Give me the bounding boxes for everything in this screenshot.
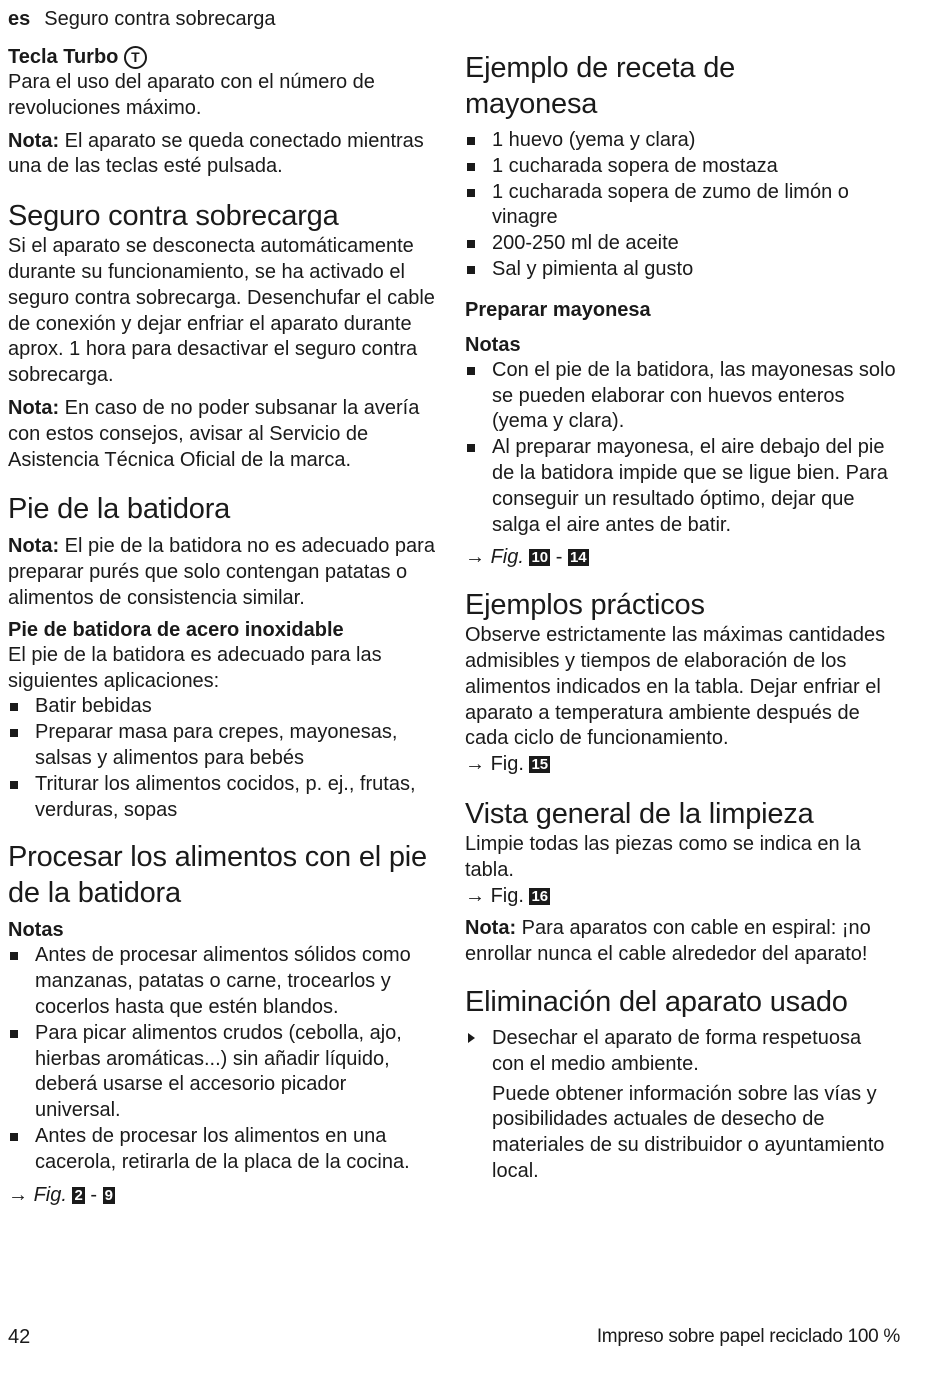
recipe-list	[465, 128, 905, 283]
overload-text: Si el aparato se desconecta automáticamente durante su funcionamiento, se ha activado el seguro contra sobrecarga. Desenchufar el cable de conexión y dejar enfriar el aparato durante aprox. 1 hora para desactivar el seguro contra sobrecarga.	[8, 235, 435, 387]
disposal-info: Puede obtener información sobre las vías y posibilidades actuales de desecho de materiales de su distribuidor o ayuntamiento local.	[492, 1082, 885, 1182]
bullet-icon	[467, 163, 475, 171]
bullet-icon	[10, 952, 18, 960]
left-column	[8, 44, 446, 1208]
list-item: 1 cucharada sopera de zumo de limón o vinagre	[465, 180, 905, 232]
cleaning-text: Limpie todas las piezas como se indica en la tabla.	[465, 832, 861, 881]
list-item: Sal y pimienta al gusto	[465, 257, 905, 283]
arrow-right-icon: →	[465, 753, 485, 776]
list-item: 200-250 ml de aceite	[465, 231, 905, 257]
list-item: Para picar alimentos crudos (cebolla, ajo, hierbas aromáticas...) sin añadir líquido, deberá usarse el accesorio picador universal.	[8, 1021, 433, 1124]
prepare-figure-ref: → Fig. 10 - 14	[465, 546, 587, 569]
prepare-heading: Preparar mayonesa	[465, 298, 651, 321]
bullet-icon	[10, 1030, 18, 1038]
turbo-note: Nota: El aparato se queda conectado mientras una de las teclas esté pulsada.	[8, 129, 424, 178]
process-list	[8, 943, 433, 1175]
bullet-icon	[10, 729, 18, 737]
cleaning-note: Nota: Para aparatos con cable en espiral: ¡no enrollar nunca el cable alrededor del aparato!	[465, 917, 871, 966]
overload-heading: Seguro contra sobrecarga	[8, 200, 339, 233]
figure-badge: 9	[104, 1186, 113, 1204]
header-section-title: Seguro contra sobrecarga	[44, 8, 276, 30]
bullet-icon	[10, 781, 18, 789]
page-header	[8, 8, 276, 31]
foot-note: Nota: El pie de la batidora no es adecuado para preparar purés que solo contengan patatas o alimentos de consistencia similar.	[8, 535, 435, 609]
list-item: 1 cucharada sopera de mostaza	[465, 154, 905, 180]
language-code: es	[8, 8, 31, 30]
figure-badge: 14	[569, 549, 587, 567]
bullet-icon	[467, 137, 475, 145]
triangle-right-icon	[468, 1033, 475, 1043]
turbo-heading: Tecla Turbo T	[8, 44, 446, 70]
disposal-heading: Eliminación del aparato usado	[465, 985, 848, 1018]
list-item: 1 huevo (yema y clara)	[465, 128, 905, 154]
examples-figure-ref: → Fig. 15	[465, 753, 549, 776]
steel-text: El pie de la batidora es adecuado para las siguientes aplicaciones:	[8, 643, 382, 692]
turbo-icon: T	[124, 46, 147, 69]
steel-list	[8, 694, 440, 823]
recipe-heading: Ejemplo de receta de mayonesa	[465, 52, 736, 120]
list-item: Preparar masa para crepes, mayonesas, salsas y alimentos para bebés	[8, 720, 440, 772]
foot-heading: Pie de la batidora	[8, 493, 231, 526]
arrow-right-icon: →	[8, 1183, 28, 1206]
page-number: 42	[8, 1326, 31, 1348]
list-item: Al preparar mayonesa, el aire debajo del pie de la batidora impide que se ligue bien. Para conseguir un resultado óptimo, dejar que salga el aire antes de batir.	[465, 435, 897, 538]
bullet-icon	[467, 266, 475, 274]
list-item: Triturar los alimentos cocidos, p. ej., frutas, verduras, sopas	[8, 772, 435, 824]
figure-badge: 2	[74, 1186, 83, 1204]
list-item: Batir bebidas	[8, 694, 440, 720]
cleaning-figure-ref: → Fig. 16	[465, 884, 549, 907]
cleaning-heading: Vista general de la limpieza	[465, 797, 814, 830]
arrow-right-icon: →	[465, 884, 485, 907]
bullet-icon	[467, 189, 475, 197]
bullet-icon	[10, 1133, 18, 1141]
figure-badge: 15	[531, 756, 549, 774]
list-item: Antes de procesar alimentos sólidos como manzanas, patatas o carne, trocearlos y cocerlos hasta que estén blandos.	[8, 943, 433, 1020]
steel-heading: Pie de batidora de acero inoxidable	[8, 618, 344, 641]
right-column	[465, 50, 905, 1185]
disposal-steps	[465, 1026, 905, 1078]
process-figure-ref: → Fig. 2 - 9	[8, 1183, 113, 1206]
examples-text: Observe estrictamente las máximas cantidades admisibles y tiempos de elaboración de los alimentos indicados en la tabla. Dejar enfriar el aparato a temperatura ambiente después de cada ciclo de funcionamiento.	[465, 624, 886, 750]
turbo-text: Para el uso del aparato con el número de revoluciones máximo.	[8, 71, 375, 119]
figure-badge: 10	[531, 549, 549, 567]
arrow-right-icon: →	[465, 546, 485, 569]
list-item: Con el pie de la batidora, las mayonesas solo se pueden elaborar con huevos enteros (yema y clara).	[465, 358, 897, 435]
bullet-icon	[467, 367, 475, 375]
figure-badge: 16	[531, 887, 549, 905]
overload-note: Nota: En caso de no poder subsanar la avería con estos consejos, avisar al Servicio de Asistencia Técnica Oficial de la marca.	[8, 396, 420, 471]
prepare-list	[465, 358, 896, 539]
list-item: Desechar el aparato de forma respetuosa con el medio ambiente.	[465, 1026, 897, 1078]
footer-note: Impreso sobre papel reciclado 100 %	[596, 1326, 900, 1347]
bullet-icon	[467, 240, 475, 248]
process-heading: Procesar los alimentos con el pie de la batidora	[8, 841, 427, 910]
list-item: Antes de procesar los alimentos en una cacerola, retirarla de la placa de la cocina.	[8, 1124, 435, 1176]
prepare-notes-label: Notas	[465, 333, 521, 356]
bullet-icon	[467, 444, 475, 452]
examples-heading: Ejemplos prácticos	[465, 589, 705, 622]
bullet-icon	[10, 703, 18, 711]
process-notes-label: Notas	[8, 919, 64, 942]
